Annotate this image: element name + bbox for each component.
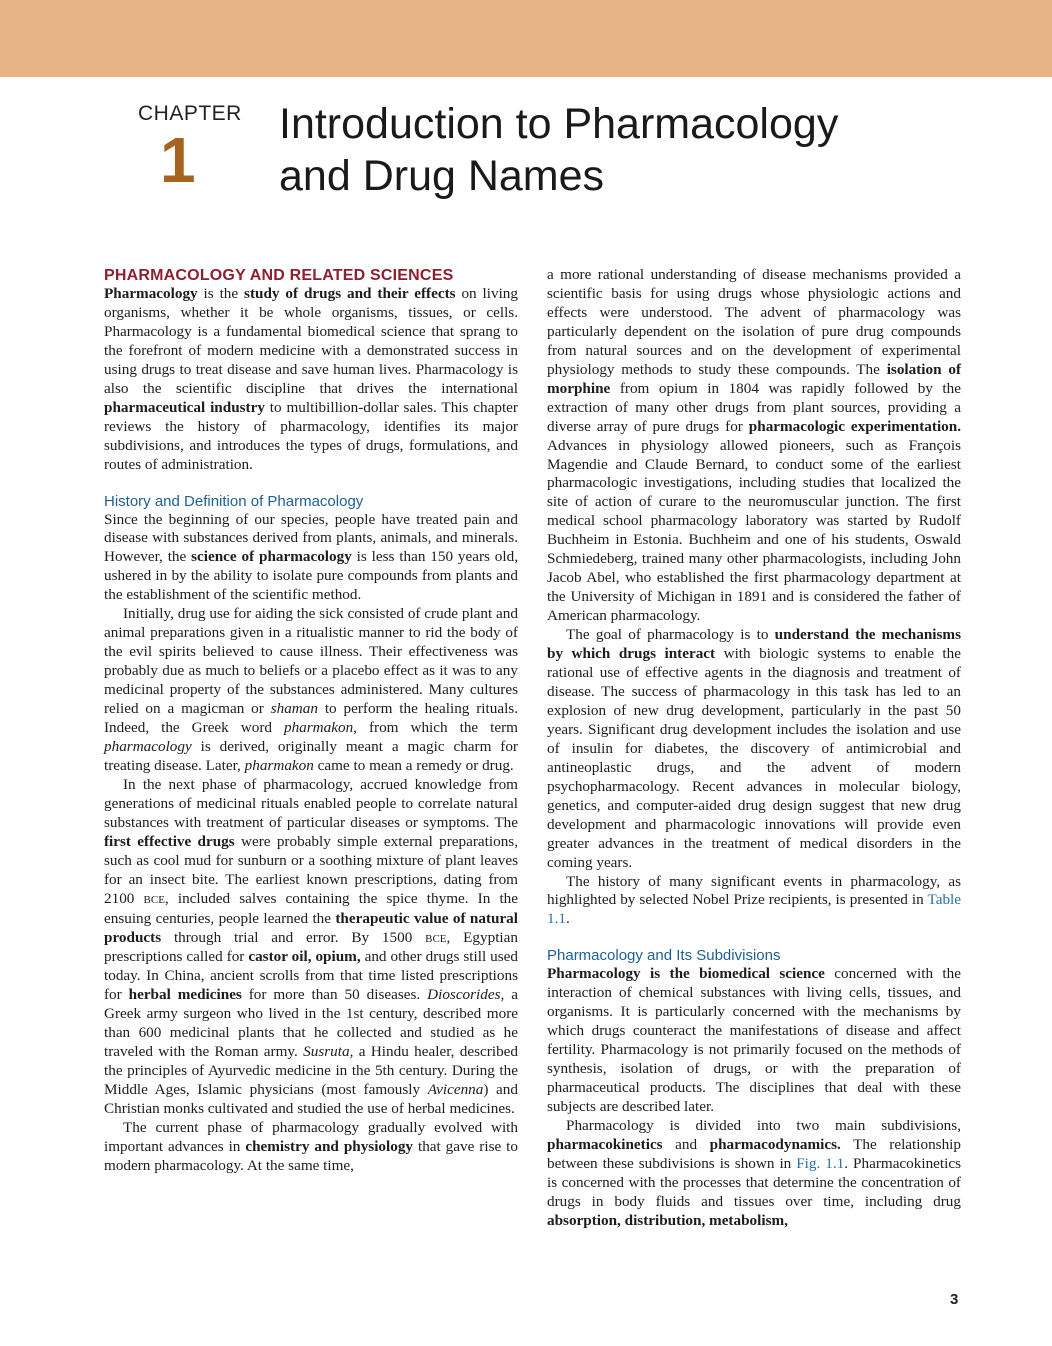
bold-term: Pharmacology is the biomedical science xyxy=(547,965,825,983)
italic-term: Dioscorides, xyxy=(427,986,505,1004)
text: The relationship between these subdivisions is shown in xyxy=(547,1135,961,1172)
bold-term: Pharmacology xyxy=(104,285,198,302)
text: to perform the healing rituals. Indeed, the Greek word xyxy=(104,700,518,737)
paragraph xyxy=(104,285,518,475)
text: through trial and error. By 1500 xyxy=(161,928,426,946)
bold-term: isolation of morphine xyxy=(547,360,961,397)
chapter-title-line2: and Drug Names xyxy=(279,152,605,200)
text: Since the beginning of our species, people have treated pain and disease with substances derived from plants, animals, and minerals. However, the xyxy=(104,510,518,566)
chapter-title xyxy=(279,98,999,202)
paragraph xyxy=(104,511,518,606)
text: The goal of pharmacology is to xyxy=(566,626,775,644)
italic-term: pharmacology xyxy=(104,737,192,755)
text: ) and Christian monks cultivated and studied the use of herbal medicines. xyxy=(104,1081,518,1118)
paragraph xyxy=(547,873,961,930)
text: The current phase of pharmacology gradually evolved with important advances in xyxy=(104,1119,518,1155)
bold-term: understand the mechanisms by which drugs interact xyxy=(547,626,961,663)
text: The history of many significant events in pharmacology, as highlighted by selected Nobel Prize recipients, is presented in xyxy=(547,872,961,909)
italic-term: shaman xyxy=(270,700,318,718)
text: for more than 50 diseases. xyxy=(241,986,428,1004)
small-caps: BCE xyxy=(425,932,447,945)
right-column xyxy=(547,266,961,1231)
text: Initially, drug use for aiding the sick consisted of crude plant and animal preparations given in a ritualistic manner to rid the body of the evil spirits believed to cause illness. Their effectiveness was probably due as much to beliefs or a placebo effect as it was to any medicinal property of the substances administered. Many cultures relied on a magicman or xyxy=(104,605,518,718)
text: Advances in physiology allowed pioneers, such as François Magendie and Claude Bernard, to conduct some of the earliest pharmacologic investigations, including studies that localized the site of action of curare to the neuromuscular junction. The first medical school pharmacology laboratory was started by Rudolf Buchheim in Estonia. Buchheim and one of his students, Oswald Schmiedeberg, trained many other pharmacologists, including John Jacob Abel, who established the first pharmacology department at the University of Michigan in 1891 and is considered the father of American pharmacology. xyxy=(547,436,961,625)
bold-term: therapeutic value of natural products xyxy=(104,909,518,946)
text: from which the term xyxy=(356,719,518,737)
text: a Greek army surgeon who lived in the 1st century, described more than 600 medicinal plants that he collected and studied as he traveled with the Roman army. xyxy=(104,986,518,1061)
figure-reference-link[interactable]: Fig. 1.1 xyxy=(796,1154,845,1172)
small-caps: BCE xyxy=(143,893,165,906)
text: and other drugs still used today. In China, ancient scrolls from that time listed prescriptions for xyxy=(104,948,518,1004)
bold-term: study of drugs and their effects xyxy=(244,285,456,302)
section-heading: PHARMACOLOGY AND RELATED SCIENCES xyxy=(104,267,454,284)
text: is less than 150 years old, ushered in by the ability to isolate pure compounds from plants and the establishment of the scientific method. xyxy=(104,548,519,604)
text: that gave rise to modern pharmacology. At the same time, xyxy=(104,1137,518,1174)
header-band xyxy=(0,0,1052,77)
text: . xyxy=(565,910,570,928)
text: concerned with the interaction of chemical substances with living cells, tissues, and organisms. It is particularly concerned with the mechanisms by which drugs counteract the manifestations of disease and affect fertility. Pharmacology is not primarily focused on the methods of synthesis, isolation of drugs, or with the preparation of pharmaceutical products. The disciplines that deal with these subjects are described later. xyxy=(547,965,961,1116)
text: is derived, originally meant a magic charm for treating disease. Later, xyxy=(104,737,518,774)
bold-term: first effective drugs xyxy=(104,832,235,850)
chapter-label: CHAPTER xyxy=(138,102,242,125)
chapter-title-line1: Introduction to Pharmacology xyxy=(279,100,839,148)
bold-term: herbal medicines xyxy=(128,986,242,1004)
text: Pharmacology is divided into two main subdivisions, xyxy=(566,1116,961,1134)
italic-term: pharmakon, xyxy=(283,719,357,737)
chapter-number: 1 xyxy=(160,124,196,196)
italic-term: pharmakon xyxy=(244,756,314,774)
text: from opium in 1804 was rapidly followed by the extraction of many other drugs from plant sources, providing a diverse array of pure drugs for xyxy=(547,379,961,435)
text: on living organisms, whether it be whole organisms, tissues, or cells. Pharmacology is a fundamental biomedical science that sprang to the forefront of modern medicine with a demonstrated success in using drugs to treat disease and save human lives. Pharmacology is also the scientific discipline that drives the international xyxy=(104,285,518,397)
text: . Pharmacokinetics is concerned with the processes that determine the concentration of drugs in body fluids and tissues over time, including drug xyxy=(547,1154,962,1210)
subsection-heading: History and Definition of Pharmacology xyxy=(104,492,364,510)
text: with biologic systems to enable the rational use of effective agents in the diagnosis and treatment of disease. The success of pharmacology in this task has led to an explosion of new drug development, particularly in the past 50 years. Significant drug development includes the isolation and use of insulin for diabetes, the discovery of antimicrobial and antineoplastic drugs, and the advent of modern psychopharmacology. Recent advances in molecular biology, genetics, and computer-aided drug design suggest that new drug development and pharmacologic innovations will provide even greater advances in the treatment of medical disorders in the coming years. xyxy=(547,645,961,871)
bold-term: chemistry and physiology xyxy=(245,1137,414,1155)
text: In the next phase of pharmacology, accrued knowledge from generations of medicinal rituals enabled people to correlate natural substances with treatment of particular diseases or symptoms. The xyxy=(104,775,518,831)
paragraph xyxy=(104,776,518,1119)
text: to multibillion-dollar sales. This chapter reviews the history of pharmacology, identifies its major subdivisions, and introduces the types of drugs, formulations, and routes of administration. xyxy=(104,398,518,473)
text: were probably simple external preparations, such as cool mud for sunburn or a soothing mixture of plant leaves for an insect bite. The earliest known prescriptions, dating from 2100 xyxy=(104,832,519,907)
bold-term: pharmaceutical industry xyxy=(104,398,265,416)
bold-term: pharmacokinetics xyxy=(547,1135,663,1153)
bold-term: science of pharmacology xyxy=(191,548,352,566)
table-reference-link[interactable]: Table 1.1 xyxy=(547,891,961,928)
bold-term: absorption, distribution, metabolism, xyxy=(547,1211,788,1229)
italic-term: Avicenna xyxy=(427,1081,484,1099)
paragraph xyxy=(547,626,961,872)
bold-term: pharmacodynamics. xyxy=(709,1135,841,1153)
italic-term: Susruta, xyxy=(303,1043,354,1061)
subsection-heading: Pharmacology and Its Subdivisions xyxy=(547,947,781,965)
bold-term: pharmacologic experimentation. xyxy=(748,417,961,435)
text: a Hindu healer, described the principles of Ayurvedic medicine in the 5th century. During the Middle Ages, Islamic physicians (most famously xyxy=(104,1043,518,1099)
text: came to mean a remedy or drug. xyxy=(313,756,514,774)
paragraph xyxy=(547,965,961,1117)
text: and xyxy=(662,1135,710,1153)
paragraph xyxy=(547,1117,961,1231)
text: a more rational understanding of disease mechanisms provided a scientific basis for using drugs whose physiologic actions and effects were understood. The advent of pharmacology was particularly dependent on the isolation of pure drug compounds from natural sources and on the development of experimental physiology methods to study these compounds. The xyxy=(547,266,961,378)
text: , Egyptian prescriptions called for xyxy=(104,928,518,966)
text: , included salves containing the spice thyme. In the ensuing centuries, people learned the xyxy=(104,889,519,927)
left-column xyxy=(104,266,518,1176)
paragraph xyxy=(104,1119,518,1176)
page-number: 3 xyxy=(950,1291,959,1308)
bold-term: castor oil, opium, xyxy=(248,948,361,966)
paragraph xyxy=(104,605,518,776)
paragraph xyxy=(547,266,961,626)
text: is the xyxy=(197,285,245,302)
